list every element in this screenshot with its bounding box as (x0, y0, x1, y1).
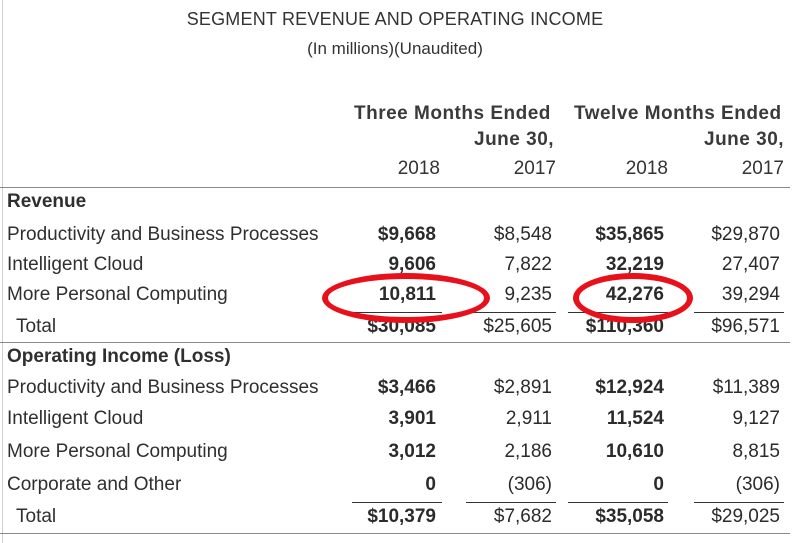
cell-value: 32,219 (605, 254, 664, 275)
subtotal-rule (694, 502, 784, 503)
table-row (0, 377, 790, 407)
subtotal-rule (466, 312, 556, 313)
row-label: Corporate and Other (7, 474, 182, 495)
highlight-ellipse (322, 273, 490, 323)
subtotal-rule (694, 312, 784, 313)
cell-value: 3,012 (388, 441, 436, 462)
row-label: More Personal Computing (7, 284, 228, 305)
cell-value: $2,891 (493, 377, 552, 398)
cell-value: 42,276 (605, 284, 664, 305)
cell-value: (306) (507, 474, 552, 495)
cell-value: $35,865 (595, 224, 664, 245)
row-label: More Personal Computing (7, 441, 228, 462)
cell-value: 27,407 (721, 254, 780, 275)
cell-value: 9,127 (732, 408, 780, 429)
cell-value: 0 (653, 474, 664, 495)
cell-value: 0 (425, 474, 436, 495)
section-label: Operating Income (Loss) (7, 346, 231, 367)
cell-value: $29,025 (711, 506, 780, 527)
total-row (0, 506, 790, 536)
table-row (0, 441, 790, 471)
cell-value: $9,668 (377, 224, 436, 245)
cell-value: (306) (735, 474, 780, 495)
cell-value: $7,682 (493, 506, 552, 527)
cell-value: $11,389 (712, 377, 780, 398)
cell-value: 39,294 (721, 284, 780, 305)
header-three-months: Three Months Ended (354, 103, 551, 124)
year-header: 2017 (741, 158, 784, 179)
cell-value: 11,524 (606, 408, 664, 429)
row-label: Productivity and Business Processes (7, 224, 319, 245)
row-label: Total (16, 506, 57, 527)
cell-value: 3,901 (388, 408, 436, 429)
header-june30-twelve: June 30, (704, 129, 785, 150)
subtotal-rule (352, 502, 442, 503)
cell-value: 7,822 (504, 254, 552, 275)
header-twelve-months: Twelve Months Ended (574, 103, 782, 124)
highlight-ellipse (573, 273, 693, 323)
cell-value: $30,085 (367, 316, 436, 337)
row-label: Productivity and Business Processes (7, 377, 319, 398)
header-june30-three: June 30, (474, 129, 555, 150)
section-label: Revenue (7, 191, 87, 212)
cell-value: $3,466 (377, 377, 436, 398)
cell-value: $96,571 (711, 316, 780, 337)
cell-value: 10,811 (378, 284, 436, 305)
cell-value: $29,870 (711, 224, 780, 245)
cell-value: 10,610 (605, 441, 664, 462)
cell-value: $25,605 (483, 316, 552, 337)
year-header: 2018 (625, 158, 668, 179)
subtotal-rule (568, 502, 668, 503)
cell-value: 2,911 (505, 408, 552, 429)
bottom-divider (0, 533, 790, 534)
cell-value: $12,924 (595, 377, 664, 398)
cell-value: 9,606 (388, 254, 436, 275)
cell-value: 2,186 (504, 441, 552, 462)
page-subtitle: (In millions)(Unaudited) (307, 39, 483, 58)
subtotal-rule (466, 502, 556, 503)
cell-value: 9,235 (504, 284, 552, 305)
section-header-revenue (0, 191, 790, 221)
cell-value: $10,379 (367, 506, 436, 527)
row-label: Total (16, 316, 57, 337)
page-title: SEGMENT REVENUE AND OPERATING INCOME (186, 9, 604, 29)
cell-value: $110,360 (585, 316, 664, 337)
table-row (0, 408, 790, 438)
row-label: Intelligent Cloud (7, 254, 144, 275)
table-row (0, 224, 790, 254)
cell-value: $35,058 (595, 506, 664, 527)
cell-value: 8,815 (732, 441, 780, 462)
year-header: 2018 (397, 158, 440, 179)
year-header: 2017 (513, 158, 556, 179)
header-divider (0, 187, 790, 188)
table-row (0, 474, 790, 504)
section-header-operating-income (0, 346, 790, 376)
row-label: Intelligent Cloud (7, 408, 144, 429)
section-divider (0, 342, 790, 343)
cell-value: $8,548 (493, 224, 552, 245)
